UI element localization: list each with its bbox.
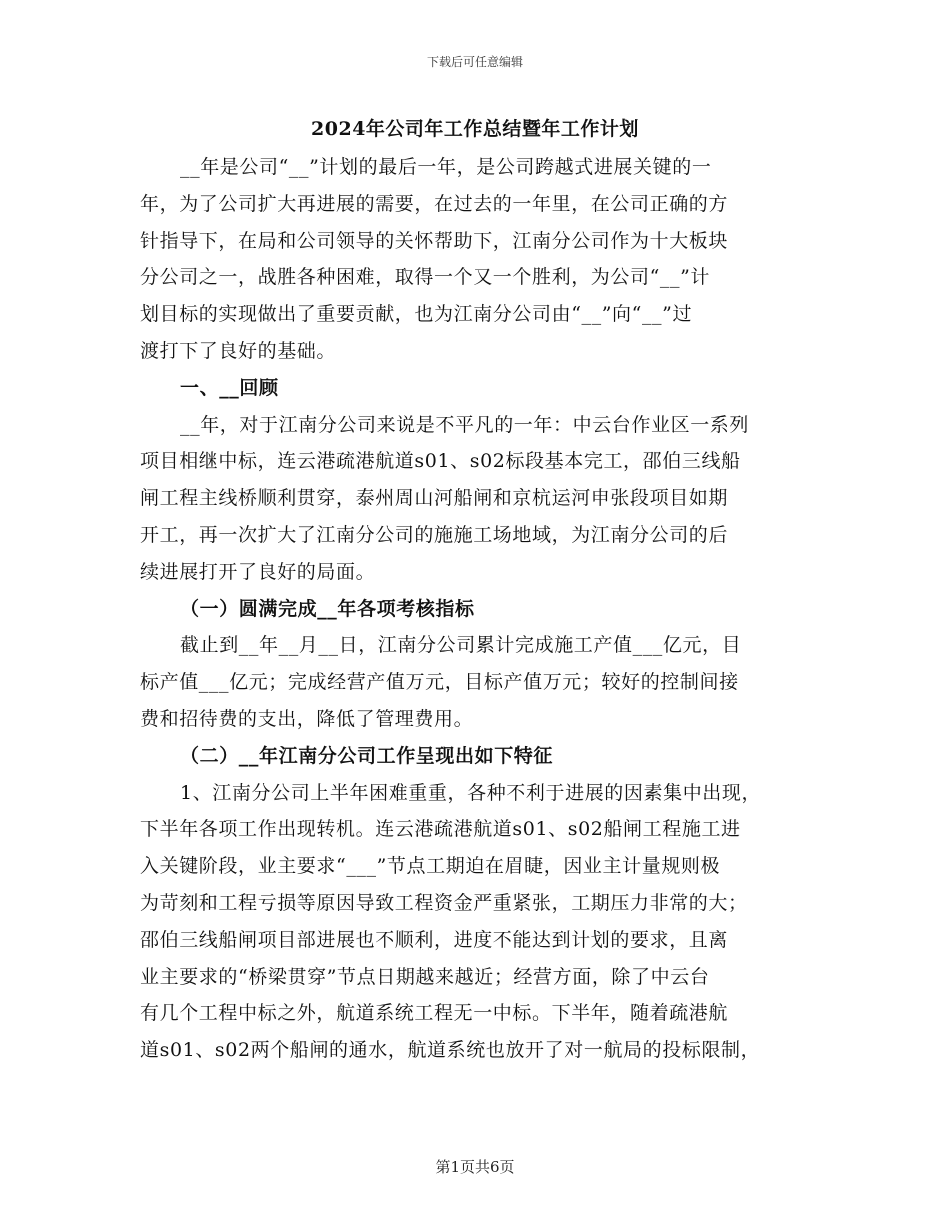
text-line: 道s01、s02两个船闸的通水，航道系统也放开了对一航局的投标限制， xyxy=(140,1039,761,1062)
text-line: 入关键阶段，业主要求“___”节点工期迫在眉睫，因业主计量规则极 xyxy=(140,855,721,878)
text-line: 邵伯三线船闸项目部进展也不顺利，进度不能达到计划的要求，且离 xyxy=(140,928,729,951)
document-body xyxy=(140,149,812,1069)
section-heading: （二）__年江南分公司工作呈现出如下特征 xyxy=(180,744,554,767)
text-line: 下半年各项工作出现转机。连云港疏港航道s01、s02船闸工程施工进 xyxy=(140,818,741,841)
text-line: 为苛刻和工程亏损等原因导致工程资金严重紧张，工期压力非常的大； xyxy=(140,891,748,914)
document-title: 2024年公司年工作总结暨年工作计划 xyxy=(311,118,639,140)
text-line: __年是公司“__”计划的最后一年，是公司跨越式进展关键的一 xyxy=(180,156,712,178)
text-line: 业主要求的“桥梁贯穿”节点日期越来越近；经营方面，除了中云台 xyxy=(140,965,710,988)
text-line: 标产值___亿元；完成经营产值万元，目标产值万元；较好的控制间接 xyxy=(140,671,739,694)
text-line: 项目相继中标，连云港疏港航道s01、s02标段基本完工，邵伯三线船 xyxy=(140,450,741,473)
page-footer: 第1页共6页 xyxy=(435,1158,515,1176)
text-line: 划目标的实现做出了重要贡献，也为江南分公司由“__”向“__”过 xyxy=(140,303,693,326)
text-line: 截止到__年__月__日，江南分公司累计完成施工产值___亿元，目 xyxy=(180,634,742,657)
text-line: 闸工程主线桥顺利贯穿，泰州周山河船闸和京杭运河申张段项目如期 xyxy=(140,487,729,510)
text-line: 费和招待费的支出，降低了管理费用。 xyxy=(140,707,474,730)
section-heading: （一）圆满完成__年各项考核指标 xyxy=(180,597,475,620)
text-line: 开工，再一次扩大了江南分公司的施施工场地域，为江南分公司的后 xyxy=(140,523,729,546)
text-line: 针指导下，在局和公司领导的关怀帮助下，江南分公司作为十大板块 xyxy=(140,229,729,252)
section-heading: 一、__回顾 xyxy=(180,376,279,399)
header-note: 下载后可任意编辑 xyxy=(426,55,523,69)
text-line: 续进展打开了良好的局面。 xyxy=(140,560,376,583)
text-line: 渡打下了良好的基础。 xyxy=(140,339,337,362)
text-line: 年，为了公司扩大再进展的需要，在过去的一年里，在公司正确的方 xyxy=(140,192,729,215)
text-line: 有几个工程中标之外，航道系统工程无一中标。下半年，随着疏港航 xyxy=(140,1002,729,1025)
text-line: 分公司之一，战胜各种困难，取得一个又一个胜利，为公司“__”计 xyxy=(140,266,711,289)
text-line: __年，对于江南分公司来说是不平凡的一年：中云台作业区一系列 xyxy=(180,413,750,436)
text-line: 1、江南分公司上半年困难重重，各种不利于进展的因素集中出现， xyxy=(180,781,762,804)
